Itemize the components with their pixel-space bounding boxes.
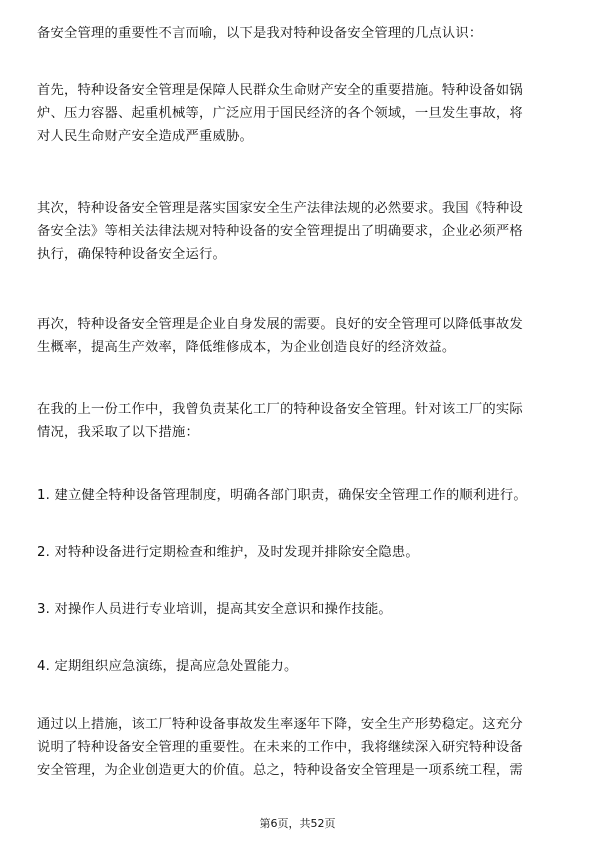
text-line: 备安全法》等相关法律法规对特种设备的安全管理提出了明确要求，企业必须严格: [37, 224, 523, 239]
intro-paragraph: [37, 22, 561, 45]
text-line: 备安全管理的重要性不言而喻，以下是我对特种设备安全管理的几点认识：: [37, 26, 483, 41]
text-line: 2. 对特种设备进行定期检查和维护，及时发现并排除安全隐患。: [37, 545, 419, 560]
measure-item-1: [37, 484, 561, 507]
text-line: 执行，确保特种设备安全运行。: [37, 247, 226, 262]
text-line: 1. 建立健全特种设备管理制度，明确各部门职责，确保安全管理工作的顺利进行。: [37, 488, 527, 503]
text-line: 在我的上一份工作中，我曾负责某化工厂的特种设备安全管理。针对该工厂的实际: [37, 402, 523, 417]
text-line: 炉、压力容器、起重机械等，广泛应用于国民经济的各个领域，一旦发生事故，将: [37, 106, 523, 121]
text-line: 通过以上措施，该工厂特种设备事故发生率逐年下降，安全生产形势稳定。这充分: [37, 717, 523, 732]
text-line: 其次，特种设备安全管理是落实国家安全生产法律法规的必然要求。我国《特种设: [37, 201, 523, 216]
measure-item-2: [37, 541, 561, 564]
text-line: 说明了特种设备安全管理的重要性。在未来的工作中，我将继续深入研究特种设备: [37, 740, 523, 755]
text-line: 再次，特种设备安全管理是企业自身发展的需要。良好的安全管理可以降低事故发: [37, 317, 523, 332]
measure-item-3: [37, 598, 561, 621]
text-line: 4. 定期组织应急演练，提高应急处置能力。: [37, 659, 298, 674]
text-line: 对人民生命财产安全造成严重威胁。: [37, 129, 253, 144]
text-line: 情况，我采取了以下措施：: [37, 425, 199, 440]
measure-item-4: [37, 655, 561, 678]
text-line: 首先，特种设备安全管理是保障人民群众生命财产安全的重要措施。特种设备如锅: [37, 83, 523, 98]
text-line: 生概率，提高生产效率，降低维修成本，为企业创造良好的经济效益。: [37, 340, 456, 355]
text-line: 3. 对操作人员进行专业培训，提高其安全意识和操作技能。: [37, 602, 392, 617]
text-line: 安全管理，为企业创造更大的价值。总之，特种设备安全管理是一项系统工程，需: [37, 763, 523, 778]
first-point-paragraph: [37, 79, 561, 148]
second-point-paragraph: [37, 197, 561, 266]
third-point-paragraph: [37, 313, 561, 359]
experience-paragraph: [37, 398, 561, 444]
conclusion-paragraph: [37, 713, 561, 782]
page-number-footer: 第6页，共52页: [259, 817, 336, 830]
